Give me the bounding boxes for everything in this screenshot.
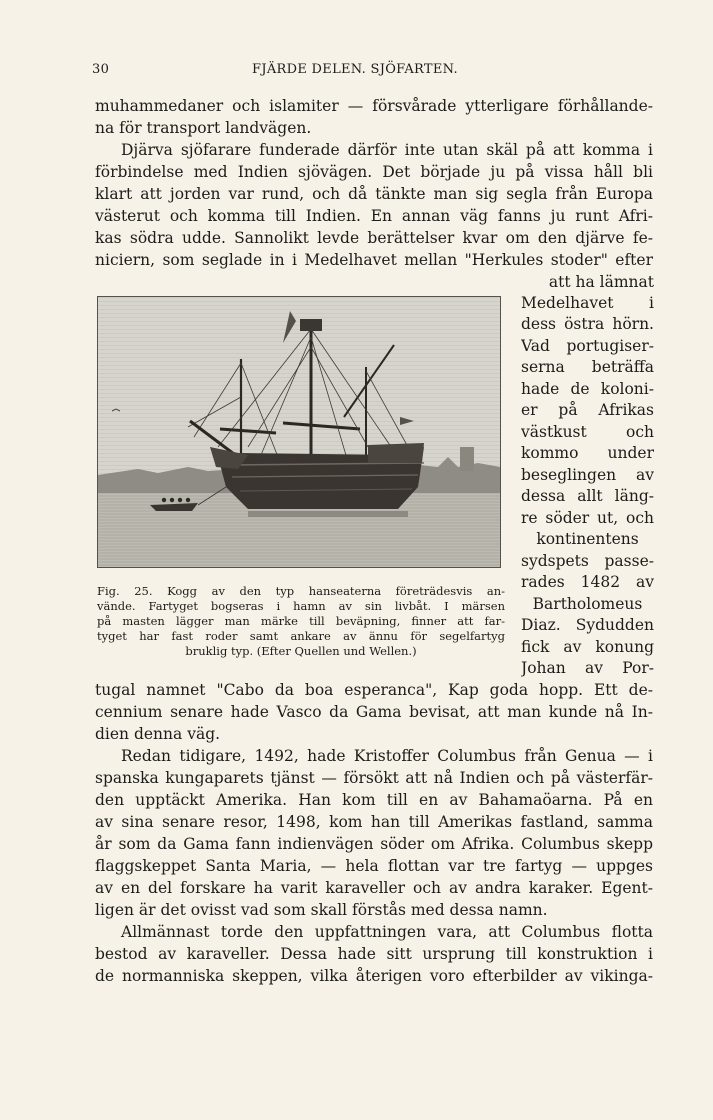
text-line: na för transport landvägen.: [95, 119, 312, 137]
side-text-line: sydspets passe-: [521, 552, 654, 570]
side-text-line: rades 1482 av: [521, 573, 654, 591]
caption-line: på masten lägger man märke till beväpning, finner att far-: [97, 614, 505, 628]
side-text-line: Diaz. Sydudden: [521, 616, 654, 634]
cog-ship-drawing: [98, 297, 500, 567]
reflection: [248, 511, 408, 517]
side-text-line: västkust och: [521, 423, 654, 441]
running-title: FJÄRDE DELEN. SJÖFARTEN.: [252, 62, 458, 77]
side-text-line: att ha lämnat: [548, 273, 654, 291]
text-line: flaggskeppet Santa Maria, — hela flottan var tre fartyg — uppges: [95, 857, 653, 875]
side-text-line: Vad portugiser-: [521, 337, 654, 355]
side-text-line: fick av konung: [521, 638, 654, 656]
text-line: den upptäckt Amerika. Han kom till en av Bahamaöarna. På en: [95, 791, 653, 809]
side-text-line: Johan av Por-: [521, 659, 654, 677]
text-line: muhammedaner och islamiter — försvårade ytterligare förhållande-: [95, 97, 653, 115]
side-text-line: hade de koloni-: [521, 380, 654, 398]
text-line: bestod av karaveller. Dessa hade sitt ursprung till konstruktion i: [95, 945, 653, 963]
text-line: år som da Gama fann indienvägen söder om Afrika. Columbus skepp: [95, 835, 653, 853]
ship-illustration: [97, 296, 501, 568]
side-text-line: dess östra hörn.: [521, 315, 654, 333]
distant-tower: [460, 447, 474, 471]
text-line: niciern, som seglade in i Medelhavet mellan "Herkules stoder" efter: [95, 251, 653, 269]
page-number: 30: [92, 62, 110, 77]
side-text-line: re söder ut, och: [521, 509, 654, 527]
text-line: Djärva sjöfarare funderade därför inte utan skäl på att komma i: [121, 141, 653, 159]
text-line: cennium senare hade Vasco da Gama bevisat, att man kunde nå In-: [95, 703, 653, 721]
side-text-line: Medelhavet i: [521, 294, 654, 312]
figure-caption: [97, 584, 505, 659]
text-line: förbindelse med Indien sjövägen. Det började ju på vissa håll bli: [95, 163, 653, 181]
text-line: de normanniska skeppen, vilka återigen voro efterbilder av vikinga-: [95, 967, 653, 985]
text-line: kas södra udde. Sannolikt levde berättelser kvar om den djärve fe-: [95, 229, 653, 247]
text-line: av en del forskare ha varit karaveller och av andra karaker. Egent-: [95, 879, 653, 897]
caption-line: vände. Fartyget bogseras i hamn av sin livbåt. I märsen: [97, 599, 505, 613]
text-line: spanska kungaparets tjänst — försökt att nå Indien och på västerfär-: [95, 769, 653, 787]
side-text-line: serna beträffa: [521, 358, 654, 376]
page-header: [92, 62, 654, 82]
text-line: Allmännast torde den uppfattningen vara, att Columbus flotta: [121, 923, 653, 941]
caption-line: tyget har fast roder samt ankare av ännu för segelfartyg: [97, 629, 505, 643]
text-line: klart att jorden var rund, och då tänkte man sig segla från Europa: [95, 185, 653, 203]
caption-line: bruklig typ. (Efter Quellen und Wellen.): [185, 644, 417, 658]
sterncastle: [368, 443, 424, 463]
text-line: tugal namnet "Cabo da boa esperanca", Kap goda hopp. Ett de-: [95, 681, 653, 699]
side-text-line: er på Afrikas: [521, 401, 654, 419]
side-text-line: kommo under: [521, 444, 654, 462]
text-line: Redan tidigare, 1492, hade Kristoffer Columbus från Genua — i: [121, 747, 653, 765]
text-line: ligen är det ovisst vad som skall förstås med dessa namn.: [95, 901, 548, 919]
text-line: dien denna väg.: [95, 725, 221, 743]
text-line: av sina senare resor, 1498, kom han till Amerikas fastland, samma: [95, 813, 653, 831]
side-text-line: kontinentens: [536, 530, 639, 548]
text-line: västerut och komma till Indien. En annan väg fanns ju runt Afri-: [95, 207, 653, 225]
side-text-line: beseglingen av: [521, 466, 654, 484]
caption-line: Fig. 25. Kogg av den typ hanseaterna företrädesvis an-: [97, 584, 505, 598]
side-text-line: Bartholomeus: [532, 595, 643, 613]
side-text-line: dessa allt läng-: [521, 487, 654, 505]
